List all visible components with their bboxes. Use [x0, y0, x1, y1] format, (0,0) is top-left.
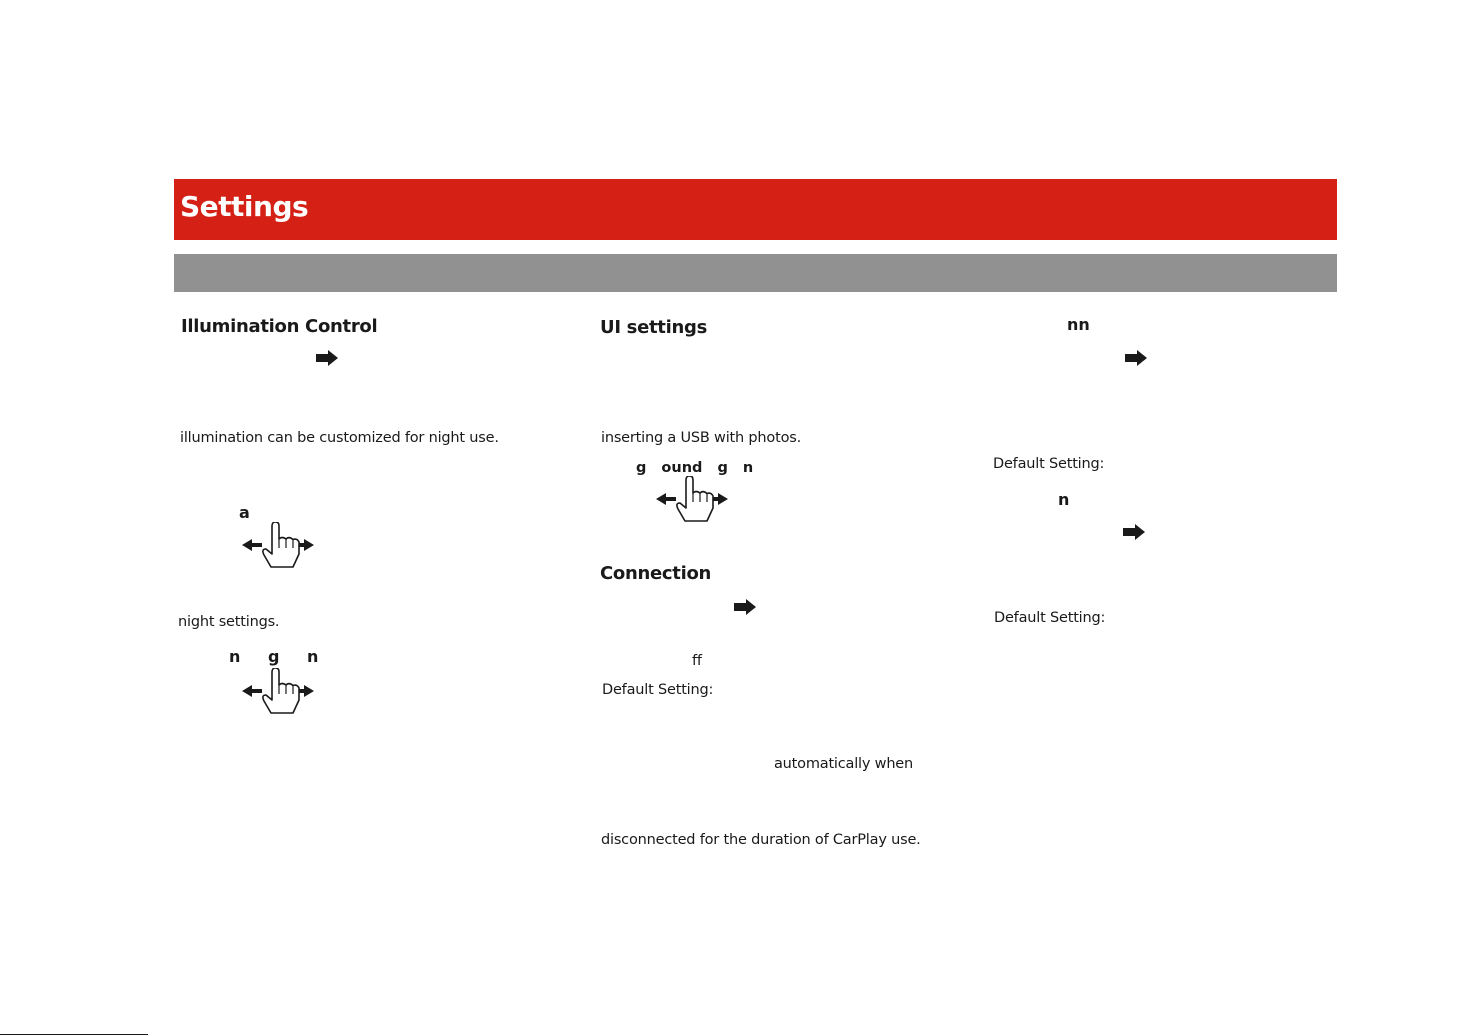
- swipe-hand-icon: [240, 668, 316, 714]
- swipe-hand-icon: [240, 522, 316, 568]
- col3-default-label-1: Default Setting:: [993, 456, 1105, 472]
- ui-settings-fragment: g ound g n: [636, 460, 754, 476]
- illumination-fragment-2: n g n: [229, 647, 319, 666]
- bottom-rule: [0, 1034, 148, 1035]
- right-arrow-icon: [316, 350, 338, 366]
- connection-heading: Connection: [600, 563, 712, 584]
- title-bar: [174, 179, 1337, 240]
- illumination-line-2: night settings.: [178, 614, 280, 630]
- subtitle-bar: [174, 254, 1337, 292]
- col3-default-label-2: Default Setting:: [994, 610, 1106, 626]
- illumination-heading: Illumination Control: [181, 316, 378, 337]
- swipe-hand-icon: [654, 476, 730, 522]
- right-arrow-icon: [1125, 350, 1147, 366]
- illumination-fragment-1: a: [239, 503, 250, 522]
- connection-default-label: Default Setting:: [602, 682, 714, 698]
- illumination-line-1: illumination can be customized for night use.: [180, 430, 499, 446]
- connection-fragment: ff: [692, 653, 702, 669]
- connection-line-2: automatically when: [774, 756, 914, 772]
- connection-line-3: disconnected for the duration of CarPlay use.: [601, 832, 921, 848]
- page-title: Settings: [180, 190, 309, 223]
- right-arrow-icon: [1123, 524, 1145, 540]
- ui-settings-line-1: inserting a USB with photos.: [601, 430, 801, 446]
- col3-fragment-1: nn: [1067, 315, 1090, 334]
- ui-settings-heading: UI settings: [600, 317, 707, 338]
- col3-fragment-2: n: [1058, 490, 1070, 509]
- right-arrow-icon: [734, 599, 756, 615]
